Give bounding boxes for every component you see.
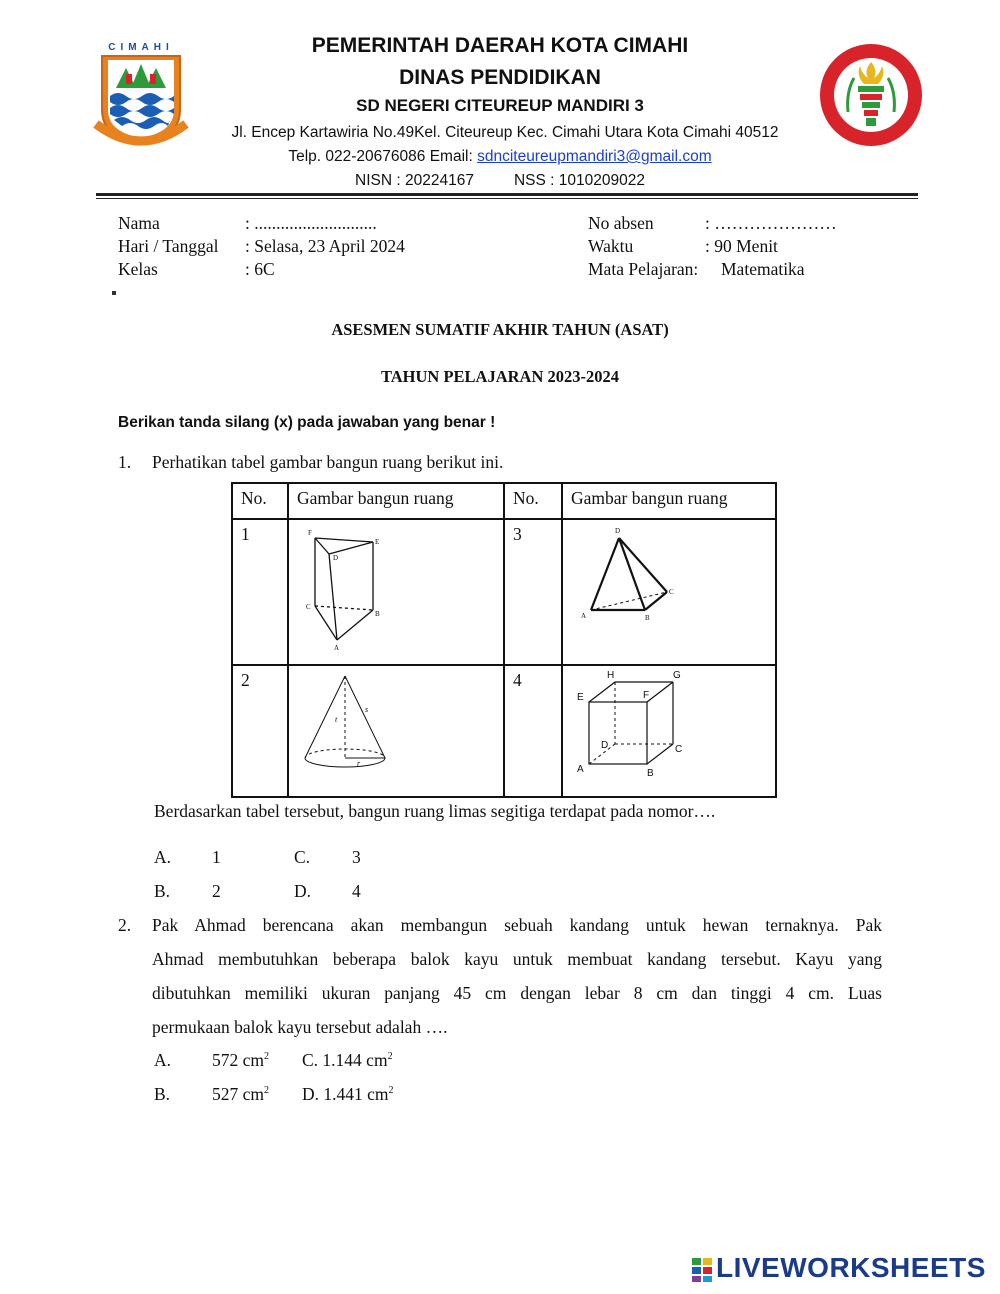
cube-label-a: A: [577, 764, 584, 775]
info-mapel-value: Matematika: [721, 259, 805, 279]
pyramid-label-a: A: [581, 612, 587, 620]
cube-figure: [563, 666, 759, 794]
header-rule-thick: [96, 193, 918, 196]
info-nama-value: : ............................: [245, 213, 377, 233]
cube-label-b: B: [647, 768, 654, 779]
school-year: TAHUN PELAJARAN 2023-2024: [380, 367, 620, 386]
table-header-gambar: Gambar bangun ruang: [288, 483, 504, 519]
table-header-no-2: No.: [504, 483, 562, 519]
info-kelas-label: Kelas: [118, 259, 158, 279]
q1-option-a-letter[interactable]: A.: [154, 847, 172, 867]
info-hari-label: Hari / Tanggal: [118, 236, 219, 256]
header-school-name: SD NEGERI CITEUREUP MANDIRI 3: [356, 96, 644, 115]
exam-title: ASESMEN SUMATIF AKHIR TAHUN (ASAT): [331, 320, 669, 339]
table-header-no: No.: [232, 483, 288, 519]
cube-label-c: C: [675, 744, 683, 755]
prism-label-c: C: [306, 603, 311, 611]
row1-number-3: 3: [504, 519, 562, 665]
cube-label-d: D: [601, 740, 609, 751]
liveworksheets-watermark: LIVEWORKSHEETS: [716, 1252, 986, 1283]
row1-number: 1: [232, 519, 288, 665]
q2-option-d-value[interactable]: D. 1.441 $cm^2$: [302, 1084, 394, 1104]
header-department: DINAS PENDIDIKAN: [399, 66, 601, 89]
prism-label-a: A: [334, 644, 340, 652]
prism-cell: [288, 519, 504, 665]
pyramid-cell: [562, 519, 776, 665]
q2-option-c-value[interactable]: C. 1.144 $cm^2$: [302, 1050, 393, 1070]
q2-option-a-letter[interactable]: A.: [154, 1050, 172, 1070]
q1-text: Perhatikan tabel gambar bangun ruang berikut ini.: [152, 452, 504, 472]
cube-label-g: G: [673, 670, 681, 681]
bullet-marker: [112, 291, 116, 295]
liveworksheets-logo-icon: [692, 1258, 712, 1282]
q2-line-1: Pak Ahmad berencana akan membangun sebuah kandang untuk hewan ternaknya. Pak: [152, 915, 882, 935]
q2-line-4: permukaan balok kayu tersebut adalah ….: [152, 1017, 448, 1037]
info-absen-label: No absen: [588, 213, 654, 233]
info-kelas-value: : 6C: [245, 259, 275, 279]
cone-label-r: r: [357, 759, 361, 768]
q1-option-c-letter[interactable]: C.: [294, 847, 311, 867]
q1-option-c-value[interactable]: 3: [352, 847, 361, 867]
header-government: PEMERINTAH DAERAH KOTA CIMAHI: [311, 34, 689, 57]
header-address: Jl. Encep Kartawiria No.49Kel. Citeureup Kec. Cimahi Utara Kota Cimahi 40512: [231, 124, 779, 141]
q1-number: 1.: [118, 452, 132, 472]
q1-option-b-value[interactable]: 2: [212, 881, 221, 901]
info-nama-label: Nama: [118, 213, 160, 233]
cube-label-e: E: [577, 692, 584, 703]
q2-line-3: dibutuhkan memiliki ukuran panjang 45 cm dengan lebar 8 cm dan tinggi 4 cm. Luas: [152, 983, 882, 1003]
header-contact: [200, 148, 800, 166]
header-nss: NSS : 1010209022: [513, 172, 645, 189]
q2-option-b-value[interactable]: 527 $cm^2$: [212, 1084, 270, 1104]
triangular-prism-figure: [289, 520, 487, 662]
cimahi-logo: [86, 40, 196, 150]
q1-option-a-value[interactable]: 1: [212, 847, 221, 867]
info-mapel-label: Mata Pelajaran:: [588, 259, 699, 279]
triangular-pyramid-figure: [563, 520, 759, 662]
cone-cell: [288, 665, 504, 797]
q2-number: 2.: [118, 915, 132, 935]
info-hari-value: : Selasa, 23 April 2024: [245, 236, 405, 256]
prism-label-f: F: [308, 529, 312, 537]
shapes-table: [231, 482, 777, 798]
cube-cell: [562, 665, 776, 797]
row2-number: 2: [232, 665, 288, 797]
cone-label-s: s: [365, 705, 369, 714]
cube-label-h: H: [607, 670, 615, 681]
prism-label-b: B: [375, 610, 380, 618]
header-telp: Telp. 022-20676086 Email:: [288, 148, 478, 165]
email-link[interactable]: sdnciteureupmandiri3@gmail.com: [477, 148, 712, 165]
q1-option-b-letter[interactable]: B.: [154, 881, 171, 901]
cone-label-t: t: [335, 715, 338, 724]
q2-option-b-letter[interactable]: B.: [154, 1084, 171, 1104]
cone-figure: [289, 666, 487, 794]
q1-after-text: Berdasarkan tabel tersebut, bangun ruang limas segitiga terdapat pada nomor….: [154, 801, 716, 821]
logo-cimahi-text: CIMAHI: [108, 42, 174, 53]
instruction: Berikan tanda silang (x) pada jawaban yang benar !: [118, 414, 496, 431]
header-rule-thin: [96, 198, 918, 199]
header-ids: [200, 172, 800, 190]
pyramid-label-d: D: [615, 527, 621, 535]
info-waktu-label: Waktu: [588, 236, 634, 256]
table-header-gambar-2: Gambar bangun ruang: [562, 483, 776, 519]
q1-option-d-value[interactable]: 4: [352, 881, 361, 901]
info-absen-value: : …………………: [705, 213, 837, 233]
q2-line-2: Ahmad membutuhkan beberapa balok kayu untuk membuat kandang tersebut. Kayu yang: [152, 949, 882, 969]
header-nisn: NISN : 20224167: [355, 172, 474, 189]
prism-label-d: D: [333, 554, 339, 562]
school-logo: [818, 42, 924, 148]
row2-number-4: 4: [504, 665, 562, 797]
prism-label-e: E: [375, 538, 380, 546]
cube-label-f: F: [643, 690, 650, 701]
pyramid-label-c: C: [669, 588, 674, 596]
q2-option-a-value[interactable]: 572 $cm^2$: [212, 1050, 270, 1070]
q1-option-d-letter[interactable]: D.: [294, 881, 312, 901]
pyramid-label-b: B: [645, 614, 650, 622]
info-waktu-value: : 90 Menit: [705, 236, 778, 256]
